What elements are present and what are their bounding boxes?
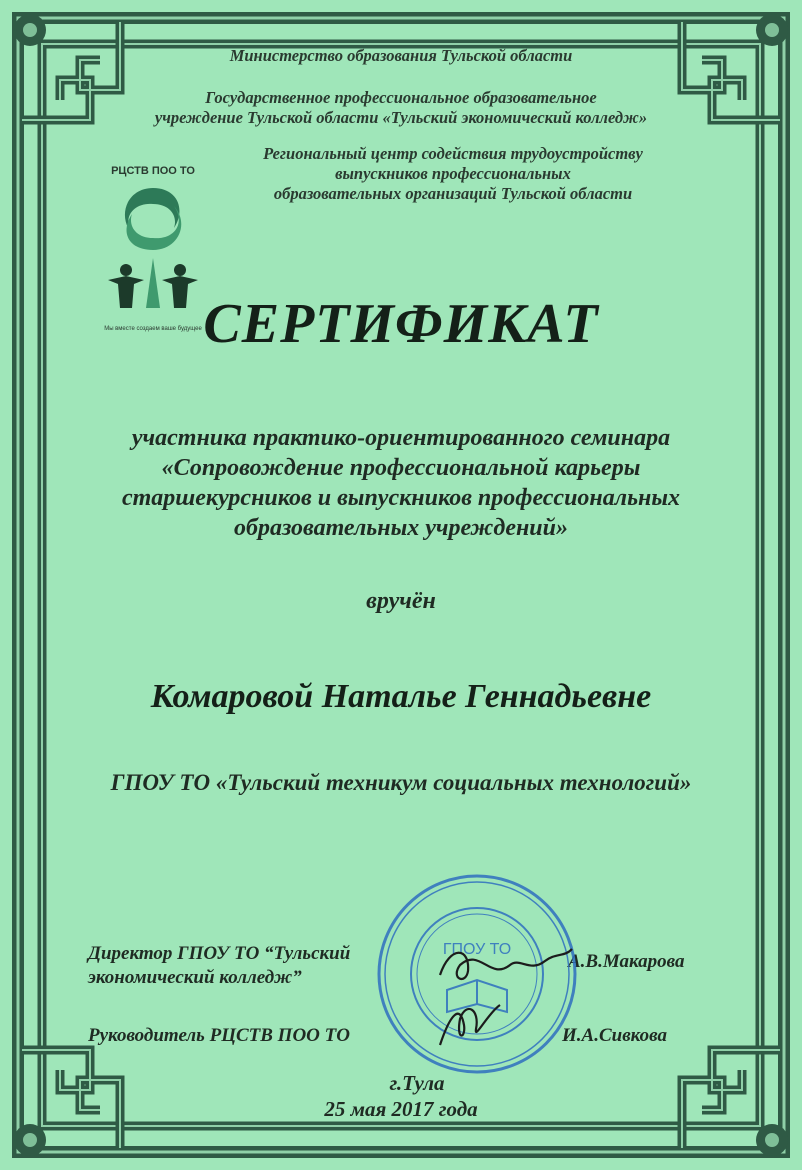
stamp-center-text: ГПОУ ТО <box>442 941 512 958</box>
place-text: г.Тула <box>389 1071 445 1095</box>
director-signature <box>430 935 580 995</box>
center-line-2: выпускников профессиональных <box>335 164 571 183</box>
center-line-3: образовательных организаций Тульской области <box>273 184 633 203</box>
body-line-1: участника практико-ориентированного семинара <box>131 425 671 451</box>
director-title-line-2: экономический колледж” <box>88 967 302 988</box>
body-line-2: «Сопровождение профессиональной карьеры <box>161 455 641 481</box>
date-text: 25 мая 2017 года <box>324 1097 478 1121</box>
head-title: Руководитель РЦСТВ ПОО ТО <box>88 1025 350 1046</box>
institution-line-2: учреждение Тульской области «Тульский экономический колледж» <box>154 108 648 127</box>
recipient-name: Комаровой Натальe Геннадьевне <box>150 678 652 715</box>
ministry-text: Министерство образования Тульской области <box>229 46 573 65</box>
head-name: И.А.Сивкова <box>562 1025 667 1046</box>
center-line-1: Региональный центр содействия трудоустройству <box>263 144 643 163</box>
logo-top-text: РЦСТВ ПОО ТО <box>111 165 195 177</box>
logo-bottom-text: Мы вместе создаем ваше будущее <box>104 326 202 332</box>
head-signature <box>430 995 510 1055</box>
institution-line-1: Государственное профессиональное образовательное <box>205 88 597 107</box>
director-name: А.В.Макарова <box>568 951 685 972</box>
body-line-3: старшекурсников и выпускников профессиональных <box>121 485 681 511</box>
awarded-text: вручён <box>366 588 436 614</box>
body-line-4: образовательных учреждений» <box>234 515 568 541</box>
certificate-title: СЕРТИФИКАТ <box>203 293 599 355</box>
recipient-organization: ГПОУ ТО «Тульский техникум социальных технологий» <box>110 770 692 795</box>
director-title-line-1: Директор ГПОУ ТО “Тульский <box>88 943 351 964</box>
